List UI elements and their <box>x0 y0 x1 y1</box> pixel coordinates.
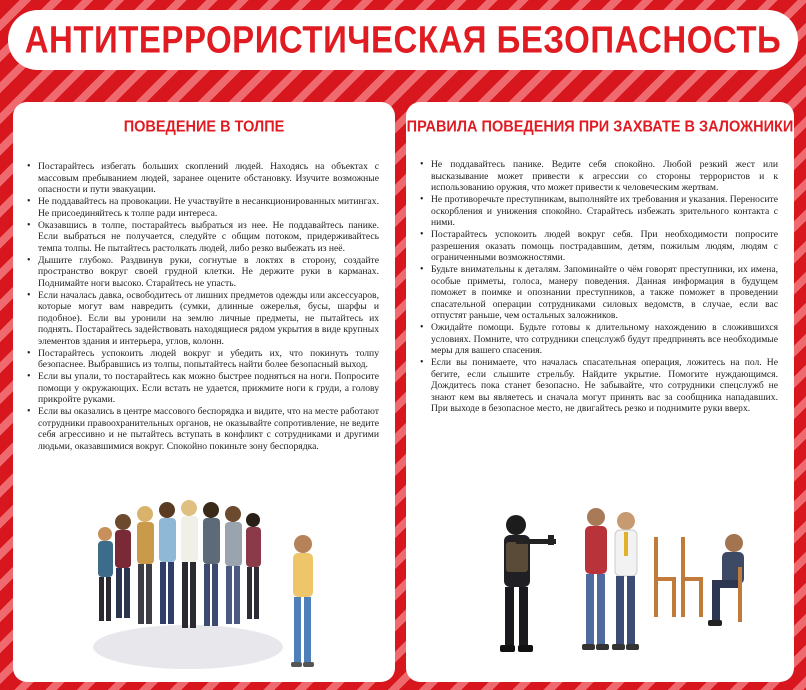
page-title: АНТИТЕРРОРИСТИЧЕСКАЯ БЕЗОПАСНОСТЬ <box>24 18 782 61</box>
list-item: • Ожидайте помощи. Будьте готовы к длительному нахождению в сложившихся условиях. Помните, что сотрудники спецслужб будут предпринять все необходимые меры для вашего спасения. <box>420 322 778 357</box>
header-banner <box>8 10 798 70</box>
crowd-illustration <box>83 482 333 677</box>
crowd-rules-list <box>27 161 379 452</box>
list-item: • Если началась давка, освободитесь от лишних предметов одежды или аксессуаров, которые могут вам навредить (сумки, длинные ожерелья, бусы, шарфы и подобное). Если вы уронили на землю личные предметы, не пытайтесь их поднять. Постарайтесь задействовать находящиеся рядом укрытия в виде крупных элементов здания и интерьера, углов, колонн. <box>27 290 379 348</box>
crowd-behavior-panel <box>13 102 395 682</box>
hostage-panel-title: ПРАВИЛА ПОВЕДЕНИЯ ПРИ ЗАХВАТЕ В ЗАЛОЖНИКИ <box>406 118 794 136</box>
list-item: • Постарайтесь успокоить людей вокруг и убедить их, что покинуть толпу безопаснее. Выбравшись из толпы, попытайтесь найти более безопасный выход. <box>27 348 379 371</box>
list-item: • Постарайтесь успокоить людей вокруг себя. При необходимости попросите разрешения оказать помощь пострадавшим, детям, пожилым людям, людям с ограниченными возможностями. <box>420 229 778 264</box>
list-item: • Не противоречьте преступникам, выполняйте их требования и указания. Переносите оскорбления и унижения спокойно. Старайтесь избежать зрительного контакта с ними. <box>420 194 778 229</box>
list-item: • Если вы оказались в центре массового беспорядка и видите, что на месте работают сотрудники правоохранительных органов, не оказывайте сопротивление, не ведите себя агрессивно и не пытайтесь вступать в конфликт с сотрудниками и другими людьми, оказавшимися вокруг. Спокойно покиньте зону беспорядка. <box>27 406 379 452</box>
list-item: • Если вы понимаете, что началась спасательная операция, ложитесь на пол. Не бегите, если слышите стрельбу. Найдите укрытие. Помогите нуждающимся. Дождитесь пока станет безопасно. Не забывайте, что сотрудники спецслужб не знают кем вы являетесь и сначала могут принять вас за сообщника нападавших. При выходе в безопасное место, не двигайтесь резко и поднимите руки вверх. <box>420 357 778 415</box>
list-item: • Если вы упали, то постарайтесь как можно быстрее подняться на ноги. Попросите помощи у окружающих. Если встать не удается, прижмите ноги к груди, а голову прикройте руками. <box>27 371 379 406</box>
list-item: • Не поддавайтесь панике. Ведите себя спокойно. Любой резкий жест или высказывание может привести к агрессии со стороны террористов и к использованию оружия, что может привести к человеческим жертвам. <box>420 159 778 194</box>
list-item: • Постарайтесь избегать больших скоплений людей. Находясь на объектах с массовым пребыванием людей, заранее оцените обстановку. Изучите возможные опасности и пути эвакуации. <box>27 161 379 196</box>
list-item: • Не поддавайтесь на провокации. Не участвуйте в несанкционированных митингах. Не присоединяйтесь к толпе ради интереса. <box>27 196 379 219</box>
hostage-illustration <box>476 497 776 677</box>
crowd-panel-title: ПОВЕДЕНИЕ В ТОЛПЕ <box>123 118 285 136</box>
list-item: • Дышите глубоко. Раздвинув руки, согнутые в локтях в сторону, создайте пространство вокруг своей грудной клетки. Не держите руки в карманах. Поднимайте ноги высоко. Старайтесь не упасть. <box>27 255 379 290</box>
list-item: • Будьте внимательны к деталям. Запоминайте о чём говорят преступники, их имена, особые приметы, голоса, манеру поведения. Данная информация в будущем поможет в поимке и опознании преступников, а также поможет в проведении спасательной операции сотрудниками силовых ведомств, в случае, если вас отпустят раньше, чем остальных заложников. <box>420 264 778 322</box>
list-item: • Оказавшись в толпе, постарайтесь выбраться из нее. Не поддавайтесь панике. Если выбраться не получается, следуйте с общим потоком, придерживайтесь темпа толпы. Не пытайтесь растолкать людей, либо резко выбежать из неё. <box>27 220 379 255</box>
hostage-rules-panel <box>406 102 794 682</box>
hostage-rules-list <box>420 159 778 415</box>
